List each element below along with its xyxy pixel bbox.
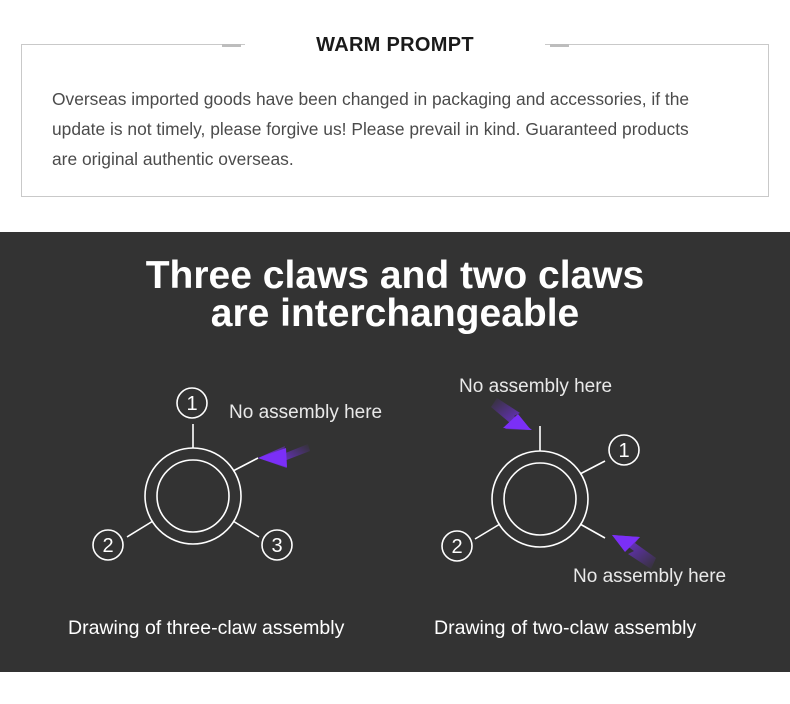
marker-1: 1 [186,393,198,415]
warm-prompt-title: WARM PROMPT [245,34,545,57]
title-dash-right [550,44,569,47]
claw-line-2 [127,521,153,537]
marker-2: 2 [102,535,114,557]
assembly-panel [0,232,790,672]
outer-ring [492,451,588,547]
arrow-icon-three-claw [258,444,310,468]
marker-2: 2 [451,536,463,558]
prompt-line-1: Overseas imported goods have been changed in packaging and accessories, if the [52,89,690,109]
prompt-line-3: are original authentic overseas. [52,149,294,169]
marker-1: 1 [618,440,630,462]
warm-prompt-text [52,84,752,174]
claw-line-2 [475,524,500,539]
outer-ring [145,448,241,544]
inner-ring [157,460,229,532]
arrow-icon-two-claw-bottom [612,535,656,569]
warm-prompt-header [0,30,790,62]
two-claw-note-top: No assembly here [459,376,613,397]
three-claw-note: No assembly here [229,402,383,423]
three-claw-caption: Drawing of three-claw assembly [68,617,345,639]
title-dash-left [222,44,241,47]
arrow-icon-two-claw-top [491,398,532,430]
two-claw-note-bottom: No assembly here [573,566,727,587]
prompt-line-2: update is not timely, please forgive us! Please prevail in kind. Guaranteed products [52,119,689,139]
empty-slot-line [233,458,258,471]
claw-line-1 [580,461,605,474]
claw-line-3 [233,521,259,537]
two-claw-caption: Drawing of two-claw assembly [434,617,697,639]
inner-ring [504,463,576,535]
two-claw-diagram [442,426,639,561]
headline-line-1: Three claws and two claws [145,254,645,297]
empty-slot-line-bottom [580,524,605,538]
marker-3: 3 [271,535,283,557]
claw-diagrams [0,232,790,672]
headline-line-2: are interchangeable [210,292,580,335]
